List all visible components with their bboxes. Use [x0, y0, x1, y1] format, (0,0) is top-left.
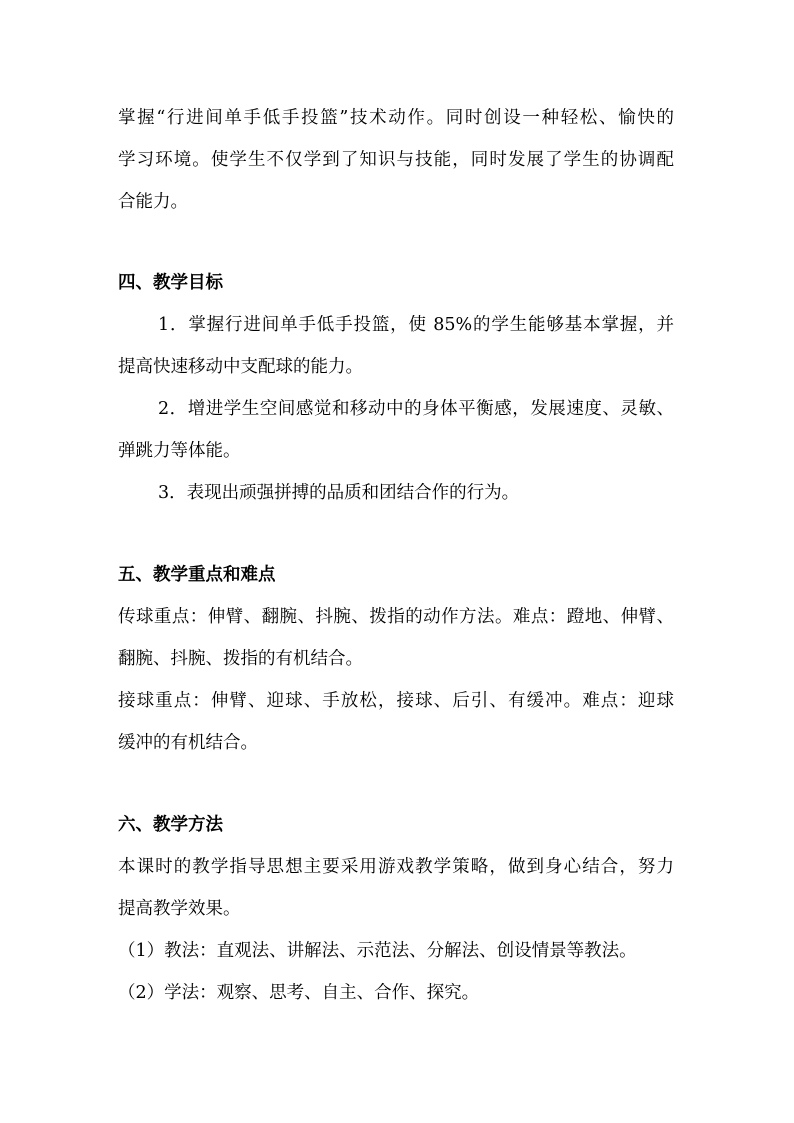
objective-2-line-1: 2．增进学生空间感觉和移动中的身体平衡感，发展速度、灵敏、 [158, 399, 674, 419]
objective-1-line-1: 1．掌握行进间单手低手投篮，使 85%的学生能够基本掌握，并 [158, 315, 674, 335]
intro-line-2: 学习环境。使学生不仅学到了知识与技能，同时发展了学生的协调配 [118, 150, 674, 170]
methods-paragraph-line-2: 提高教学效果。 [118, 899, 241, 919]
intro-line-1: 掌握“行进间单手低手投篮”技术动作。同时创设一种轻松、愉快的 [118, 108, 674, 128]
catch-key-line-2: 缓冲的有机结合。 [118, 733, 258, 753]
objective-3: 3．表现出顽强拼搏的品质和团结合作的行为。 [158, 483, 520, 503]
pass-key-line-2: 翻腕、抖腕、拨指的有机结合。 [118, 649, 363, 669]
catch-key-line-1: 接球重点：伸臂、迎球、手放松，接球、后引、有缓冲。难点：迎球 [118, 691, 674, 711]
methods-paragraph-line-1: 本课时的教学指导思想主要采用游戏教学策略，做到身心结合，努力 [118, 857, 674, 877]
section-heading-methods: 六、教学方法 [118, 815, 223, 835]
learning-method: （2）学法：观察、思考、自主、合作、探究。 [118, 983, 480, 1003]
objective-1-line-2: 提高快速移动中支配球的能力。 [118, 357, 363, 377]
section-heading-key-points: 五、教学重点和难点 [118, 565, 276, 585]
intro-line-3: 合能力。 [118, 192, 188, 212]
objective-2-line-2: 弹跳力等体能。 [118, 441, 241, 461]
teaching-method: （1）教法：直观法、讲解法、示范法、分解法、创设情景等教法。 [118, 941, 637, 961]
section-heading-objectives: 四、教学目标 [118, 273, 223, 293]
pass-key-line-1: 传球重点：伸臂、翻腕、抖腕、拨指的动作方法。难点：蹬地、伸臂、 [118, 607, 674, 627]
